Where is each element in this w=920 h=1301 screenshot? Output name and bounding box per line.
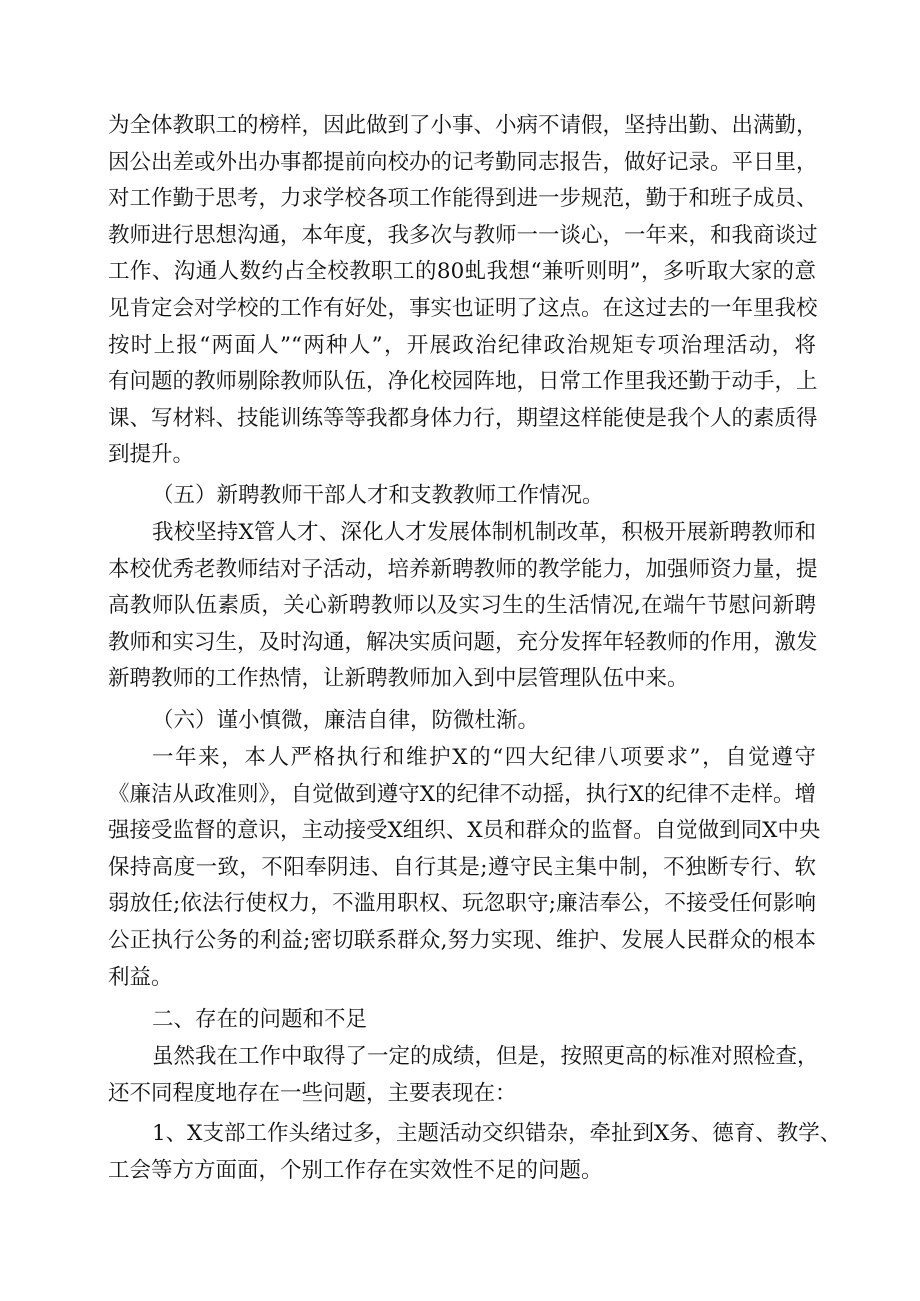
text-line: 教师和实习生，及时沟通，解决实质问题，充分发挥年轻教师的作用，激发 <box>108 629 818 655</box>
heading-text: （五）新聘教师干部人才和支教教师工作情况。 <box>152 483 604 508</box>
text-line: 本校优秀老教师结对子活动，培养新聘教师的教学能力，加强师资力量，提 <box>108 556 818 582</box>
text-line: 公正执行公务的利益;密切联系群众,努力实现、维护、发展人民群众的根本 <box>108 927 816 953</box>
text-line: 因公出差或外出办事都提前向校办的记考勤同志报告，做好记录。平日里， <box>108 149 818 175</box>
paragraph-continued <box>108 108 816 474</box>
text-line: 一年来，本人严格执行和维护X的“四大纪律八项要求”，自觉遵守 <box>152 745 816 770</box>
text-line: 到提升。 <box>108 442 195 468</box>
text-line: 对工作勤于思考，力求学校各项工作能得到进一步规范，勤于和班子成员、 <box>108 186 818 212</box>
section-heading-6 <box>108 703 816 740</box>
text-line: 弱放任;依法行使权力，不滥用职权、玩忽职守;廉洁奉公，不接受任何影响 <box>108 891 816 917</box>
section-heading-5 <box>108 478 816 515</box>
text-line: 我校坚持X管人才、深化人才发展体制机制改革，积极开展新聘教师和 <box>152 520 816 545</box>
text-line: 虽然我在工作中取得了一定的成绩，但是，按照更高的标准对照检查， <box>152 1044 819 1069</box>
text-line: 工会等方方面面，个别工作存在实效性不足的问题。 <box>108 1157 603 1183</box>
text-line: 课、写材料、技能训练等等我都身体力行，期望这样能使是我个人的素质得 <box>108 405 818 431</box>
text-line: 1、X支部工作头绪过多，主题活动交织错杂，牵扯到X务、德育、教学、 <box>152 1121 842 1146</box>
text-line: 按时上报“两面人”“两种人”，开展政治纪律政治规矩专项治理活动，将 <box>108 332 816 358</box>
text-line: 还不同程度地存在一些问题，主要表现在： <box>108 1080 517 1106</box>
text-line: 新聘教师的工作热情，让新聘教师加入到中层管理队伍中来。 <box>108 666 689 692</box>
text-line: 有问题的教师剔除教师队伍，净化校园阵地，日常工作里我还勤于动手，上 <box>108 369 818 395</box>
text-line: 教师进行思想沟通，本年度，我多次与教师一一谈心，一年来，和我商谈过 <box>108 222 818 248</box>
paragraph-7 <box>108 1039 819 1112</box>
section-title-2 <box>108 1002 816 1039</box>
text-line: 为全体教职工的榜样，因此做到了小事、小病不请假，坚持出勤、出满勤， <box>108 113 818 138</box>
heading-text: （六）谨小慎微，廉洁自律，防微杜渐。 <box>152 708 540 733</box>
text-line: 利益。 <box>108 964 173 990</box>
text-line: 《廉洁从政准则》，自觉做到遵守X的纪律不动摇，执行X的纪律不走样。增 <box>108 781 816 807</box>
text-line: 强接受监督的意识，主动接受X组织、X员和群众的监督。自觉做到同X中央 <box>108 818 821 844</box>
text-line: 工作、沟通人数约占全校教职工的80虬我想“兼听则明”，多听取大家的意 <box>108 259 816 285</box>
paragraph-5 <box>108 515 816 698</box>
paragraph-6 <box>108 740 821 996</box>
text-line: 高教师队伍素质，关心新聘教师以及实习生的生活情况,在端午节慰问新聘 <box>108 593 816 619</box>
text-line: 保持高度一致，不阳奉阴违、自行其是;遵守民主集中制，不独断专行、软 <box>108 854 816 880</box>
list-item-1 <box>108 1116 842 1189</box>
section-title-text: 二、存在的问题和不足 <box>152 1007 368 1032</box>
text-line: 见肯定会对学校的工作有好处，事实也证明了这点。在这过去的一年里我校 <box>108 295 818 321</box>
